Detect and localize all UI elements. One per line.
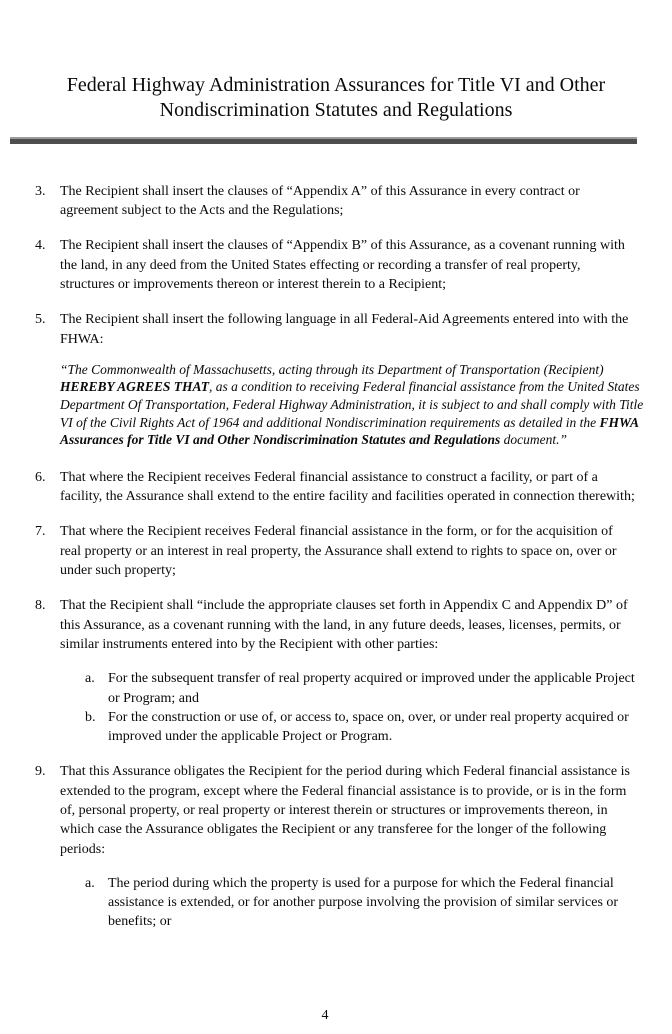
list-item-5 — [35, 310, 636, 349]
quote-segment: , as a condition to receiving Federal financial assistance from the United States Department Of Transportation, Federal Highway Administration, it is subject to and shall comply with Title VI of the Civil Rights Act of 1964 and additional Nondiscrimination requirements as detailed in the — [60, 379, 644, 430]
blockquote-assurance-language — [60, 361, 644, 449]
page-title-line2: Nondiscrimination Statutes and Regulations — [159, 99, 513, 122]
sub-item-text: For the subsequent transfer of real property acquired or improved under the applicable Project or Program; and — [108, 671, 635, 706]
document-page — [0, 13, 672, 1024]
item-number: 9. — [35, 764, 46, 780]
sublist-item-8 — [85, 669, 636, 746]
item-text: The Recipient shall insert the clauses of “Appendix A” of this Assurance in every contract or agreement subject to the Acts and the Regulations; — [60, 183, 580, 219]
item-text: That where the Recipient receives Federal financial assistance in the form, or for the acquisition of real property or an interest in real property, the Assurance shall extend to rights to space on, over or under such property; — [60, 524, 617, 579]
quote-segment: “The Commonwealth of Massachusetts, acting through its Department of Transportation (Recipient) — [60, 361, 604, 377]
sub-item-text: The period during which the property is used for a purpose for which the Federal financial assistance is extended, or for another purpose involving the provision of similar services or benefits; or — [108, 875, 619, 930]
sub-item-8a — [85, 669, 636, 708]
page-title-line1: Federal Highway Administration Assurances for Title VI and Other — [66, 74, 606, 97]
sublist-item-9 — [85, 874, 636, 932]
page-title — [0, 13, 672, 123]
page-number: 4 — [321, 1008, 329, 1024]
title-divider — [10, 137, 637, 144]
item-text: The Recipient shall insert the following language in all Federal-Aid Agreements entered into with the FHWA: — [60, 312, 629, 347]
list-item-6 — [35, 468, 636, 507]
item-number: 5. — [35, 312, 46, 328]
list-item-7 — [35, 522, 636, 580]
list-item-9 — [35, 762, 636, 858]
document-body — [35, 182, 644, 932]
list-item-8 — [35, 596, 636, 654]
item-number: 4. — [35, 238, 46, 254]
sub-item-9a — [85, 874, 636, 932]
sub-item-text: For the construction or use of, or access to, space on, over, or under real property acquired or improved under the applicable Project or Program. — [108, 709, 629, 745]
item-number: 8. — [35, 598, 46, 614]
item-number: 3. — [35, 183, 46, 199]
item-number: 6. — [35, 469, 46, 485]
item-text: That the Recipient shall “include the appropriate clauses set forth in Appendix C and Appendix D” of this Assurance, as a covenant running with the land, in any future deeds, leases, licenses, permits, or similar instruments entered into by the Recipient with other parties: — [60, 598, 628, 652]
list-item-3 — [35, 182, 636, 221]
sub-item-marker: a. — [85, 671, 95, 687]
sub-item-marker: a. — [85, 875, 95, 891]
item-text: That this Assurance obligates the Recipient for the period during which Federal financial assistance is extended to the program, except where the Federal financial assistance is to provide, or is in the form of, personal property, or real property or interest therein or structures or improvements thereon, in which case the Assurance obligates the Recipient or any transferee for the longer of the following periods: — [60, 764, 630, 857]
sub-item-8b — [85, 708, 636, 747]
item-text: The Recipient shall insert the clauses of “Appendix B” of this Assurance, as a covenant running with the land, in any deed from the United States effecting or recording a transfer of real property, structures or improvements thereon or interest therein to a Recipient; — [60, 238, 625, 292]
sub-item-marker: b. — [85, 709, 96, 725]
item-text: That where the Recipient receives Federal financial assistance to construct a facility, or part of a facility, the Assurance shall extend to the entire facility and facilities operated in connection therewith; — [60, 469, 635, 505]
quote-bold-segment: FHWA Assurances for Title VI and Other Nondiscrimination Statutes and Regulations — [60, 414, 639, 448]
quote-bold-segment: HEREBY AGREES THAT — [60, 379, 210, 395]
item-number: 7. — [35, 524, 46, 540]
list-item-4 — [35, 236, 636, 294]
quote-segment: document.” — [500, 432, 567, 448]
